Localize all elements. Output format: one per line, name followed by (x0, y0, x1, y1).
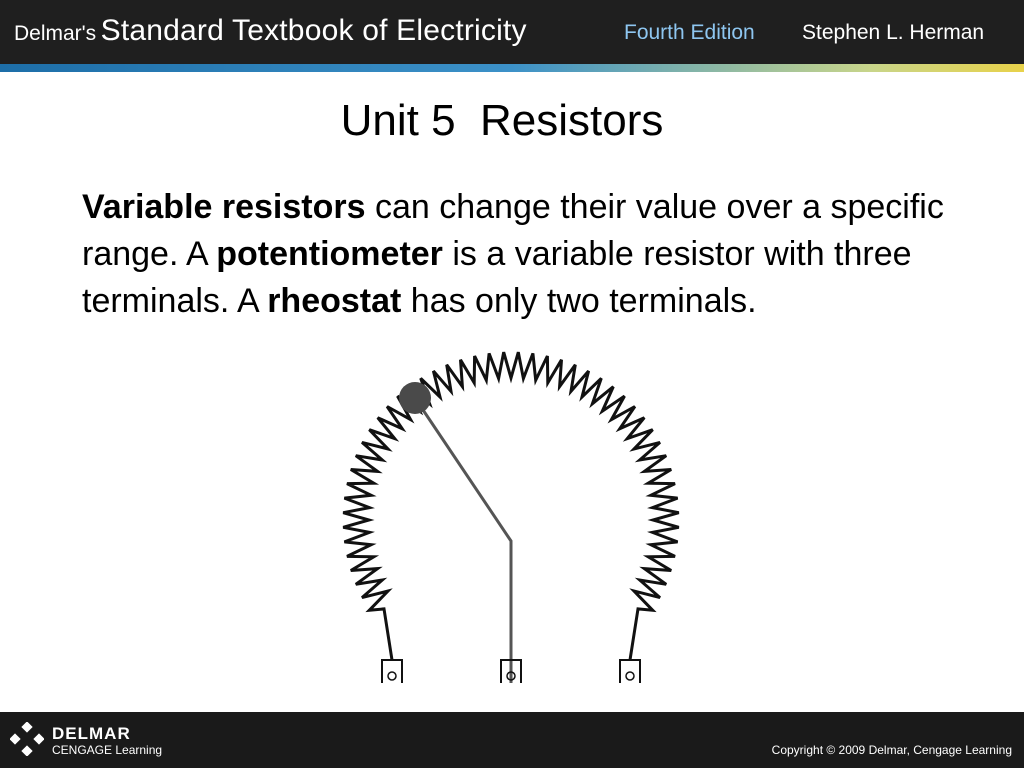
delmar-logo-icon (10, 722, 44, 756)
term-variable-resistors: Variable resistors (82, 188, 366, 226)
copyright-text: Copyright © 2009 Delmar, Cengage Learning (771, 743, 1012, 757)
author-name: Stephen L. Herman (802, 21, 985, 44)
publisher-name: Delmar's (14, 22, 97, 45)
body-text-1: can change their value over a specific range. A (82, 188, 944, 273)
terminal-left (382, 660, 402, 683)
body-text-2: is a variable resistor with three terminals. A (82, 235, 912, 320)
wiper-arm (415, 398, 511, 683)
term-potentiometer: potentiometer (216, 235, 443, 273)
footer-bar (0, 712, 1024, 768)
slide-title: Unit 5 Resistors (340, 96, 664, 145)
edition-label: Fourth Edition (624, 21, 755, 44)
logo-name: DELMAR (52, 724, 131, 743)
body-text-3: has only two terminals. (401, 282, 757, 320)
term-rheostat: rheostat (267, 282, 402, 320)
terminal-right (620, 660, 640, 683)
wiper-contact (399, 382, 431, 414)
book-title: Standard Textbook of Electricity (100, 14, 527, 47)
logo-subtitle: CENGAGE Learning (52, 743, 163, 757)
